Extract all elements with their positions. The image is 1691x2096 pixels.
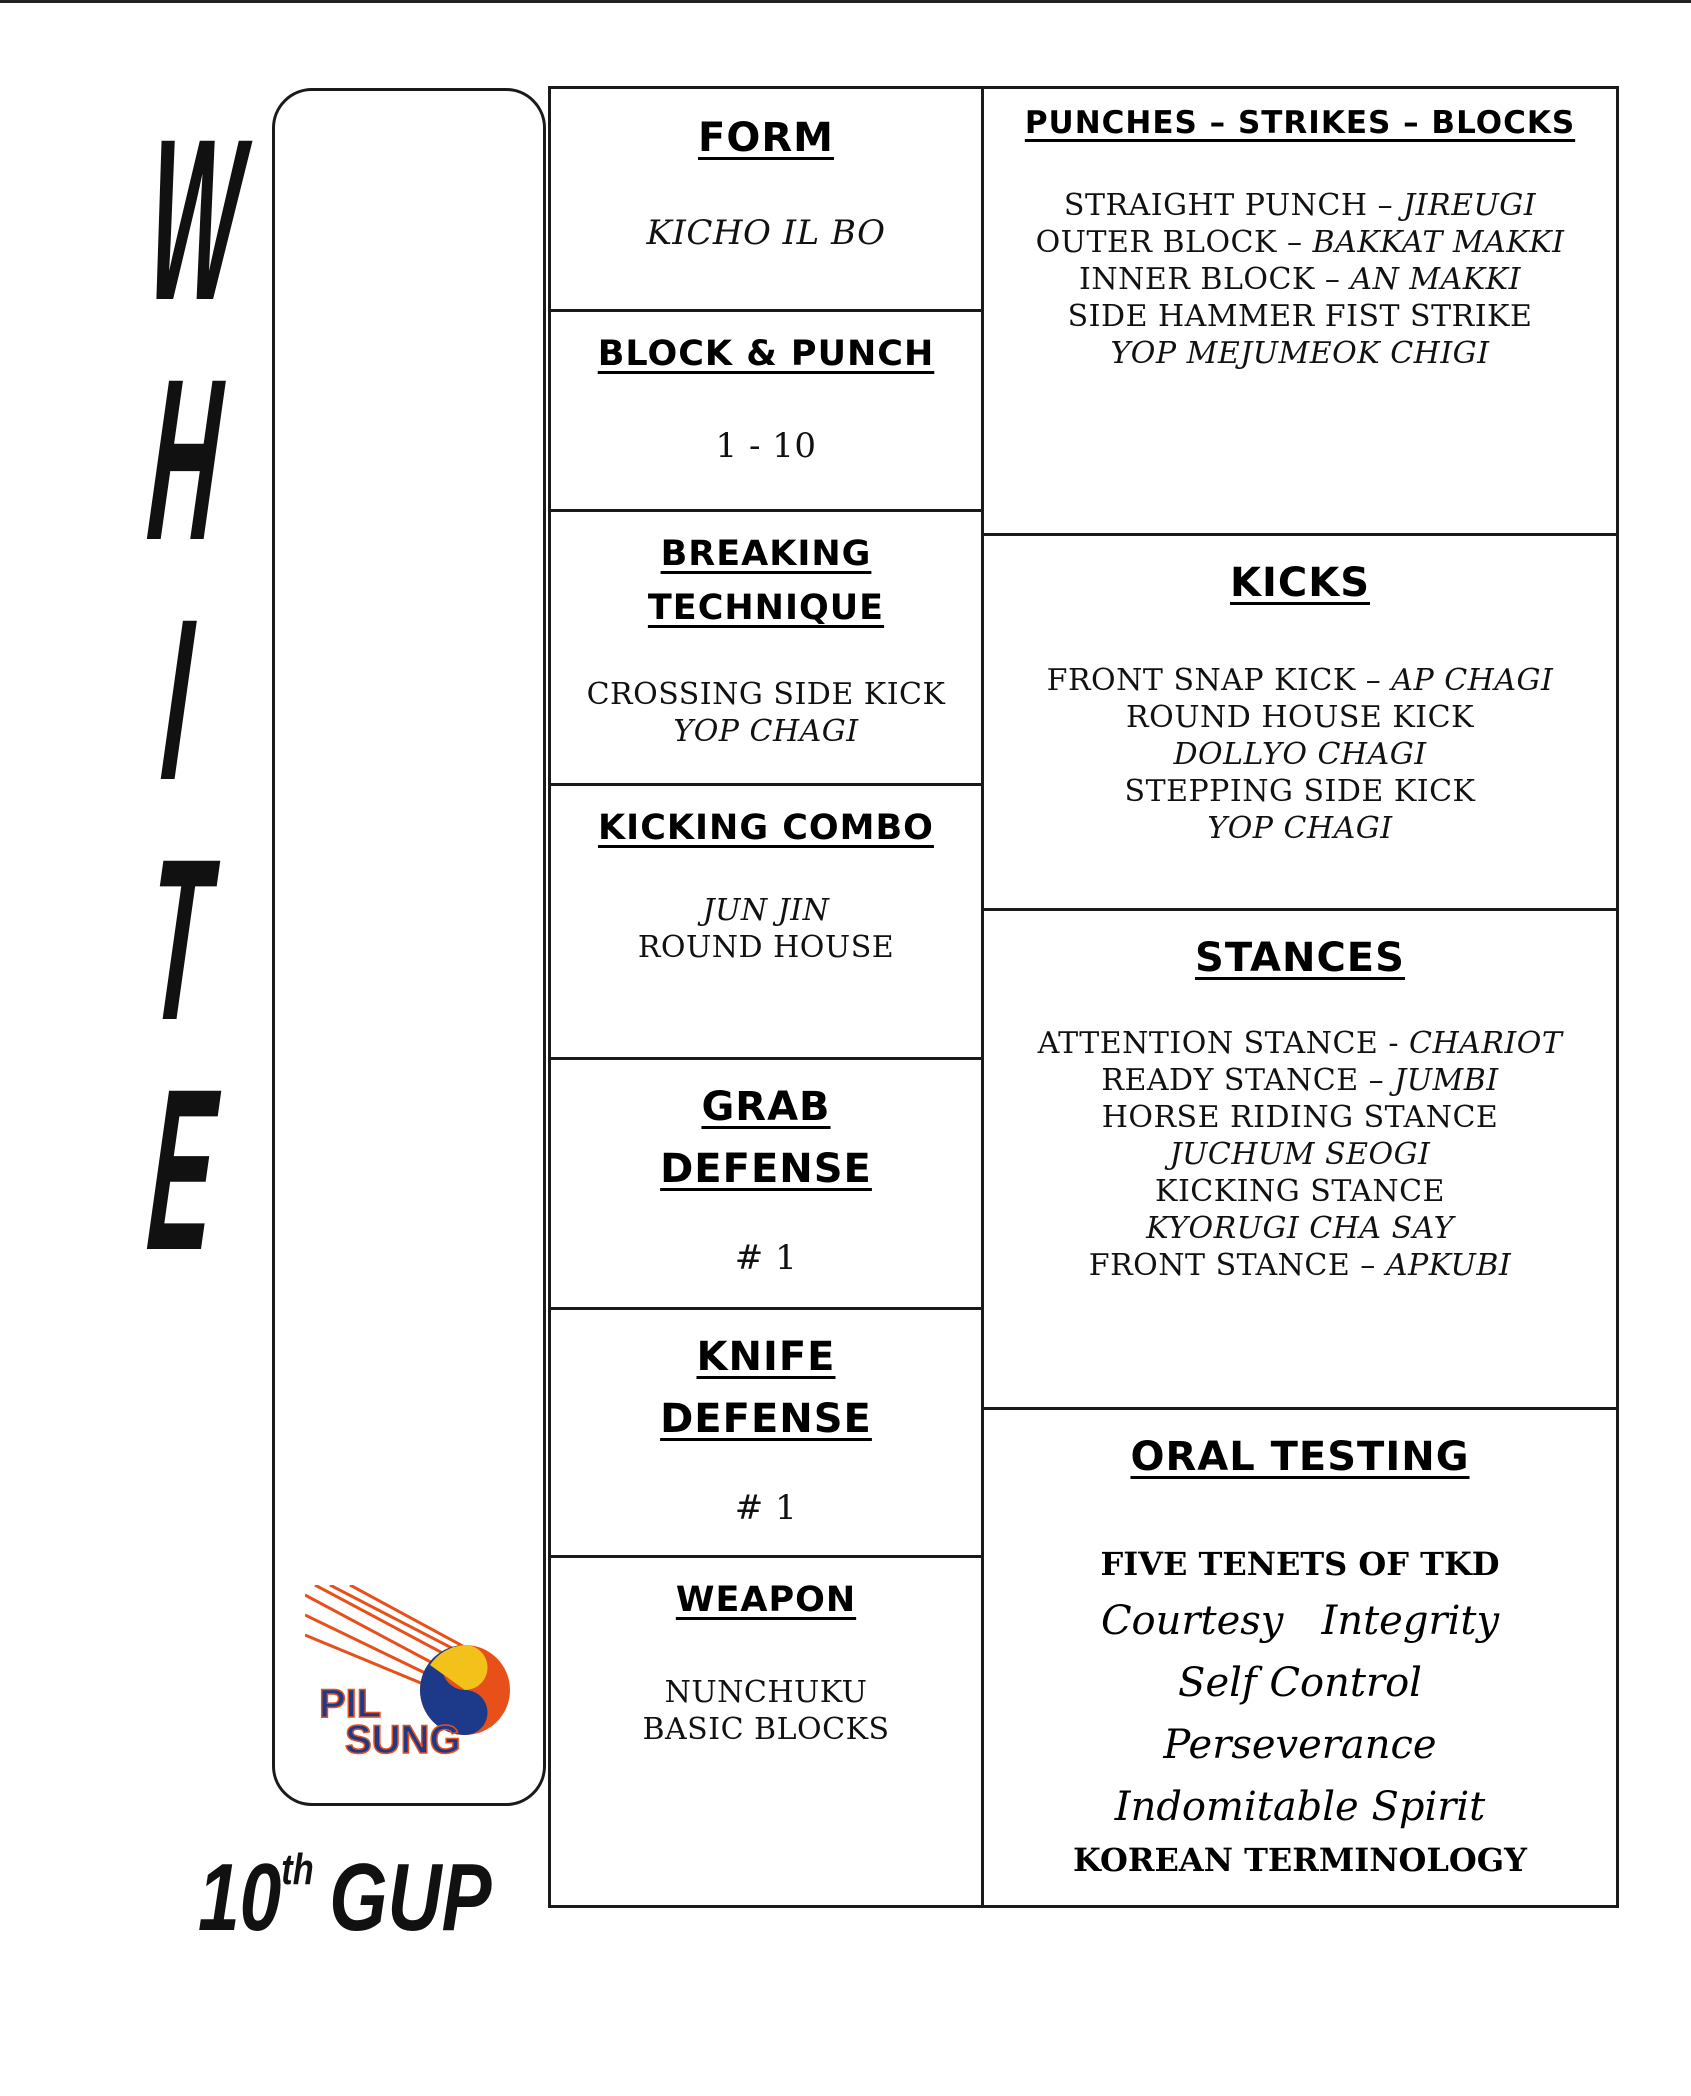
stances-list [984, 1025, 1616, 1284]
kicks-cell [981, 533, 1619, 911]
weapon-line-2: BASIC BLOCKS [642, 1712, 890, 1747]
punches-cell [981, 86, 1619, 536]
grab-defense-cell [548, 1057, 984, 1310]
kicks-list [984, 662, 1616, 847]
punches-heading: PUNCHES – STRIKES – BLOCKS [1024, 105, 1576, 141]
tenet-row-4: Indomitable Spirit [1114, 1784, 1486, 1830]
title-letter-t: T [142, 811, 217, 1068]
stance-item: READY STANCE – JUMBI [1101, 1063, 1499, 1098]
breaking-line-2: YOP CHAGI [673, 714, 859, 749]
knife-defense-heading-2: DEFENSE [660, 1396, 872, 1442]
punch-item: STRAIGHT PUNCH – JIREUGI [1063, 188, 1537, 223]
kick-item: ROUND HOUSE KICK [1126, 700, 1474, 735]
kicking-combo-heading: KICKING COMBO [598, 808, 934, 848]
punch-item: OUTER BLOCK – BAKKAT MAKKI [1035, 225, 1565, 260]
block-punch-value: 1 - 10 [715, 426, 817, 466]
knife-defense-heading-1: KNIFE [696, 1334, 836, 1380]
stance-item: FRONT STANCE – APKUBI [1088, 1248, 1512, 1283]
breaking-cell [548, 509, 984, 786]
rank-suffix: th [281, 1845, 314, 1894]
logo-text-sung: SUNG [345, 1718, 461, 1762]
grab-defense-heading-1: GRAB [701, 1084, 831, 1130]
form-value: KICHO IL BO [646, 213, 886, 253]
form-heading: FORM [698, 115, 834, 161]
breaking-heading-2: TECHNIQUE [647, 588, 885, 628]
weapon-cell [548, 1555, 984, 1908]
rank-gup: GUP [329, 1844, 492, 1951]
logo-text-pil: PIL [319, 1682, 382, 1726]
knife-defense-cell [548, 1307, 984, 1558]
oral-testing-cell [981, 1407, 1619, 1908]
breaking-line-1: CROSSING SIDE KICK [586, 677, 946, 712]
pil-sung-logo [305, 1585, 535, 1765]
form-cell [548, 86, 984, 312]
stances-cell [981, 908, 1619, 1410]
kick-item: FRONT SNAP KICK – AP CHAGI [1046, 663, 1554, 698]
punch-item: INNER BLOCK – AN MAKKI [1079, 262, 1521, 297]
rank-label [198, 1815, 492, 1951]
stance-item: KYORUGI CHA SAY [1146, 1211, 1454, 1246]
kicking-combo-cell [548, 783, 984, 1060]
stance-item: ATTENTION STANCE - CHARIOT [1037, 1026, 1563, 1061]
knife-defense-value: # 1 [734, 1488, 798, 1528]
grab-defense-value: # 1 [734, 1238, 798, 1278]
stance-item: JUCHUM SEOGI [1169, 1137, 1431, 1172]
kick-item: YOP CHAGI [1207, 811, 1393, 846]
tenet-row-1: Courtesy Integrity [1100, 1598, 1500, 1644]
tenet-row-2: Self Control [1178, 1660, 1422, 1706]
weapon-heading: WEAPON [675, 1580, 857, 1620]
title-letter-e: E [142, 1041, 222, 1298]
kick-item: DOLLYO CHAGI [1173, 737, 1427, 772]
korean-terminology: KOREAN TERMINOLOGY [1073, 1841, 1527, 1879]
stance-item: HORSE RIDING STANCE [1101, 1100, 1499, 1135]
stance-item: KICKING STANCE [1155, 1174, 1445, 1209]
kicking-combo-line-1: JUN JIN [702, 893, 830, 928]
stances-heading: STANCES [1195, 935, 1405, 981]
punches-list [984, 187, 1616, 372]
block-punch-heading: BLOCK & PUNCH [597, 334, 935, 374]
weapon-line-1: NUNCHUKU [664, 1675, 868, 1710]
page-top-border [0, 0, 1691, 3]
kick-item: STEPPING SIDE KICK [1124, 774, 1476, 809]
breaking-heading-1: BREAKING [660, 534, 872, 574]
rank-number: 10 [198, 1844, 282, 1951]
tenets-title: FIVE TENETS OF TKD [1100, 1545, 1500, 1583]
punch-item: YOP MEJUMEOK CHIGI [1110, 336, 1490, 371]
title-letter-i: I [156, 571, 199, 828]
sidebar-rounded-box [272, 88, 546, 1806]
tenet-row-3: Perseverance [1163, 1722, 1437, 1768]
block-punch-cell [548, 309, 984, 512]
grab-defense-heading-2: DEFENSE [660, 1146, 872, 1192]
kicking-combo-line-2: ROUND HOUSE [637, 930, 895, 965]
title-letter-w: W [142, 91, 249, 348]
title-letter-h: H [142, 331, 228, 588]
oral-testing-heading: ORAL TESTING [1130, 1434, 1470, 1480]
kicks-heading: KICKS [1229, 560, 1371, 606]
punch-item: SIDE HAMMER FIST STRIKE [1067, 299, 1533, 334]
